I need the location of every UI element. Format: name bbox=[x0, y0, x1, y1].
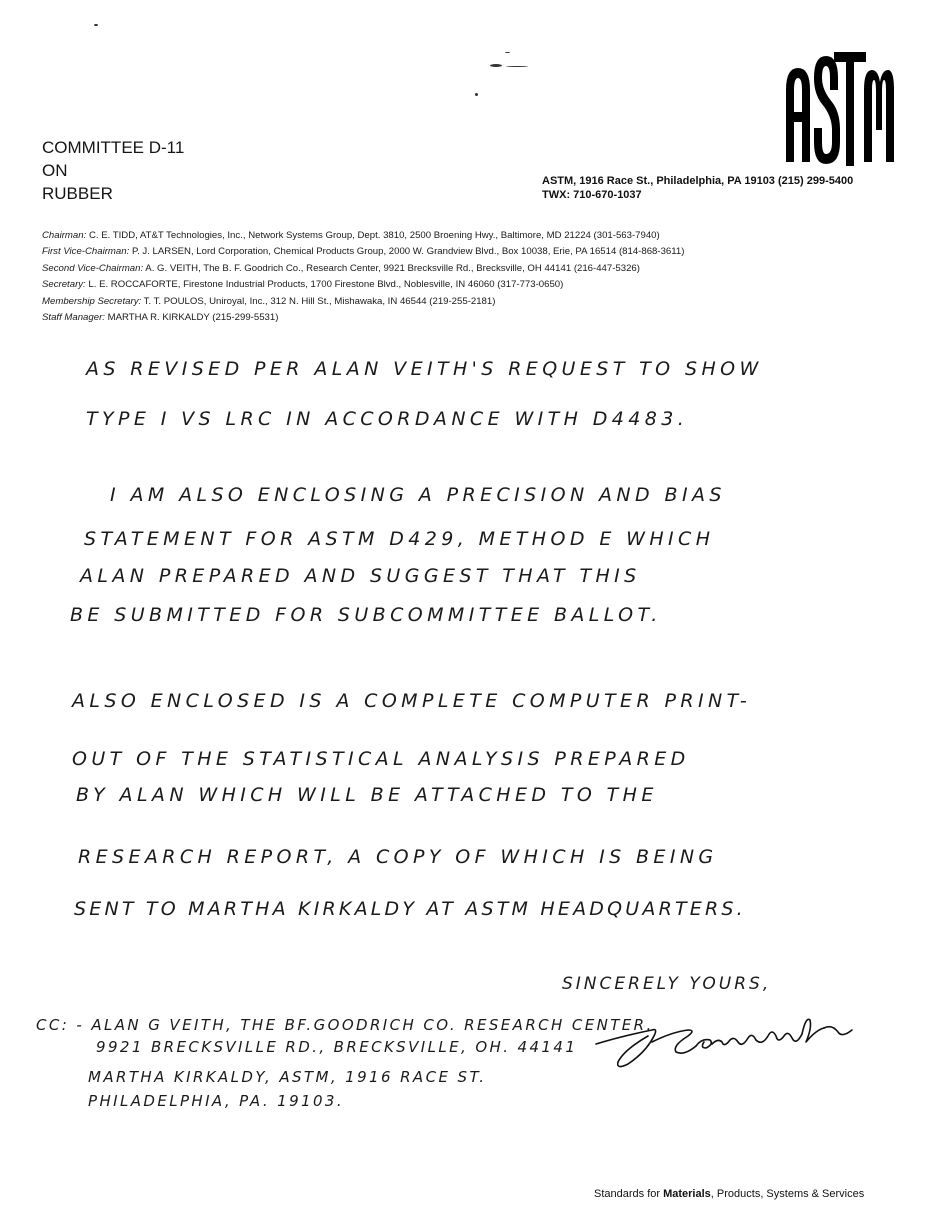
officer-details: T. T. POULOS, Uniroyal, Inc., 312 N. Hill St., Mishawaka, IN 46544 (219-255-2181) bbox=[143, 295, 496, 307]
officer-role: Secretary: bbox=[42, 279, 86, 291]
officer-details: MARTHA R. KIRKALDY (215-299-5531) bbox=[107, 312, 279, 324]
officer-line bbox=[42, 310, 684, 326]
officer-role: Chairman: bbox=[42, 230, 87, 241]
cc-line: MARTHA KIRKALDY, ASTM, 1916 RACE ST. bbox=[88, 1068, 487, 1086]
twx-line: TWX: 710-670-1037 bbox=[542, 189, 642, 201]
handwritten-line: ALSO ENCLOSED IS A COMPLETE COMPUTER PRINT- bbox=[72, 690, 752, 712]
cc-line: CC: - ALAN G VEITH, THE BF.GOODRICH CO. RESEARCH CENTER. bbox=[36, 1016, 654, 1034]
officer-role: Staff Manager: bbox=[42, 312, 105, 324]
handwritten-line: RESEARCH REPORT, A COPY OF WHICH IS BEING bbox=[78, 846, 718, 868]
handwritten-line: I AM ALSO ENCLOSING A PRECISION AND BIAS bbox=[110, 484, 726, 506]
handwritten-line: SENT TO MARTHA KIRKALDY AT ASTM HEADQUARTERS. bbox=[74, 898, 746, 920]
footer-tagline bbox=[594, 1188, 864, 1200]
handwritten-line: BE SUBMITTED FOR SUBCOMMITTEE BALLOT. bbox=[70, 604, 662, 626]
scan-speck bbox=[505, 52, 510, 53]
footer-prefix: Standards for bbox=[594, 1188, 664, 1200]
footer-suffix: , Products, Systems & Services bbox=[710, 1188, 865, 1200]
handwritten-line: TYPE I VS LRC IN ACCORDANCE WITH D4483. bbox=[86, 408, 689, 430]
committee-line: ON bbox=[42, 161, 68, 180]
handwritten-line: ALAN PREPARED AND SUGGEST THAT THIS bbox=[80, 565, 641, 587]
astm-address bbox=[542, 174, 853, 202]
officer-details: C. E. TIDD, AT&T Technologies, Inc., Network Systems Group, Dept. 3810, 2500 Broening Hwy., Baltimore, MD 21224 (301-563-7940) bbox=[88, 230, 660, 241]
handwritten-line: BY ALAN WHICH WILL BE ATTACHED TO THE bbox=[76, 784, 658, 806]
officer-details: L. E. ROCCAFORTE, Firestone Industrial Products, 1700 Firestone Blvd., Noblesville, IN 46060 (317-773-0650) bbox=[88, 279, 564, 291]
officer-details: A. G. VEITH, The B. F. Goodrich Co., Research Center, 9921 Brecksville Rd., Brecksville, OH 44141 (216-447-5326) bbox=[145, 262, 640, 274]
officer-line bbox=[42, 244, 684, 260]
address-line: ASTM, 1916 Race St., Philadelphia, PA 19103 (215) 299-5400 bbox=[542, 175, 854, 187]
cc-line: 9921 BRECKSVILLE RD., BRECKSVILLE, OH. 44141 bbox=[96, 1038, 578, 1056]
committee-line: COMMITTEE D-11 bbox=[42, 138, 185, 157]
handwritten-line: STATEMENT FOR ASTM D429, METHOD E WHICH bbox=[84, 528, 715, 550]
officer-line bbox=[42, 277, 684, 293]
scan-speck bbox=[490, 64, 502, 67]
cc-line: PHILADELPHIA, PA. 19103. bbox=[88, 1092, 345, 1110]
handwritten-line: OUT OF THE STATISTICAL ANALYSIS PREPARED bbox=[72, 748, 690, 770]
officer-line bbox=[42, 294, 684, 310]
scan-speck bbox=[94, 24, 98, 26]
handwritten-line: AS REVISED PER ALAN VEITH'S REQUEST TO SHOW bbox=[86, 358, 763, 380]
footer-bold: Materials bbox=[663, 1188, 711, 1200]
scan-speck bbox=[475, 93, 478, 96]
handwritten-signature bbox=[592, 1006, 862, 1076]
officer-role: Membership Secretary: bbox=[42, 295, 142, 307]
officer-list bbox=[42, 228, 684, 326]
officer-line bbox=[42, 261, 684, 277]
officer-details: P. J. LARSEN, Lord Corporation, Chemical Products Group, 2000 W. Grandview Blvd., Box 10038, Erie, PA 16514 (814-868-3611) bbox=[131, 246, 685, 258]
officer-line bbox=[42, 228, 684, 244]
officer-role: Second Vice-Chairman: bbox=[42, 262, 144, 274]
scan-speck bbox=[506, 66, 528, 67]
committee-line: RUBBER bbox=[42, 184, 113, 203]
closing-line: SINCERELY YOURS, bbox=[562, 974, 772, 994]
officer-role: First Vice-Chairman: bbox=[42, 246, 130, 258]
astm-logo bbox=[784, 50, 896, 168]
committee-heading bbox=[42, 136, 184, 205]
